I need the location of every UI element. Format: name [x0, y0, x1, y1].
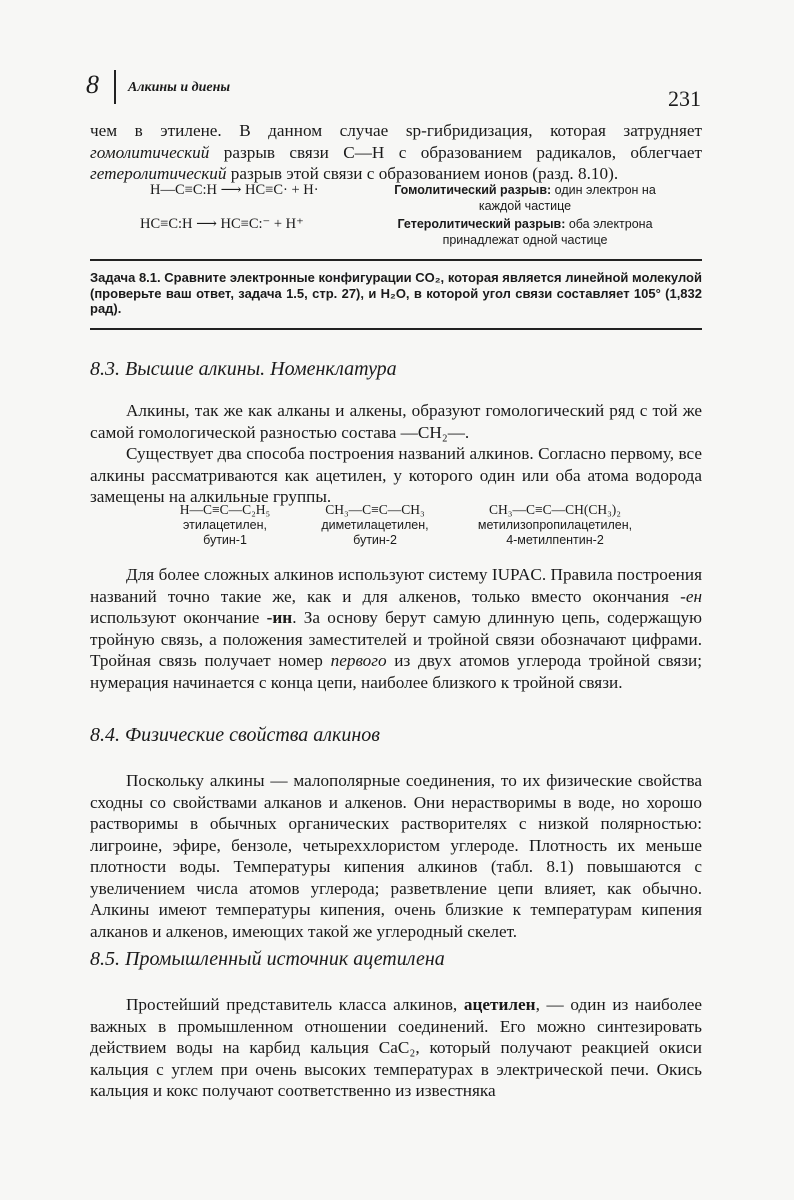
reaction-note-text: один электрон на каждой частице [478, 183, 656, 213]
section-heading-8-4: 8.4. Физические свойства алкинов [90, 724, 380, 746]
formula: H—C≡C—C₂H₅ [179, 502, 271, 517]
iupac-text: используют окончание [90, 608, 267, 627]
intro-text: разрыв связи С—Н с образованием радикалов, облегчает [209, 142, 702, 162]
italic-term: первого [330, 651, 387, 670]
paragraph-text: , — один из наиболее важных в промышленном отношении соединений. Его можно синтезировать действием воды на карбид кальция CaC₂, который получают реакцией окиси кальция с углем при очень высоких температурах в электрической печи. Окись кальция и кокс получают соответственно из известняка [90, 995, 703, 1100]
task-bottom-rule [90, 328, 702, 330]
paragraph-text: Простейший представитель класса алкинов, [126, 995, 464, 1014]
task-8-1: Задача 8.1. Сравните электронные конфигурации CO₂, которая является линейной молекулой (проверьте ваш ответ, задача 1.5, стр. 27), и H₂O, в которой угол связи составляет 105° (1,832 рад). [90, 270, 702, 316]
ending-old: -ен [680, 586, 702, 606]
section-heading-8-5: 8.5. Промышленный источник ацетилена [90, 948, 445, 970]
paragraph: Существует два способа построения названий алкинов. Согласно первому, все алкины рассматриваются как ацетилен, у которого один или оба атома водорода замещены на алкильные группы. [90, 444, 702, 506]
reaction-note [390, 182, 660, 214]
section-8-4-body [90, 770, 702, 942]
alkyne-example [140, 502, 310, 548]
header-divider [114, 70, 116, 104]
paragraph: Алкины, так же как алканы и алкены, образуют гомологический ряд с той же самой гомологической разностью состава —CH₂—. [90, 401, 702, 442]
compound-name: бутин-2 [353, 533, 397, 547]
compound-name: метилизопропилацетилен, [477, 518, 633, 532]
intro-paragraph [90, 120, 702, 185]
compound-name: этилацетилен, [183, 518, 267, 532]
section-heading-8-3: 8.3. Высшие алкины. Номенклатура [90, 358, 397, 380]
bold-term: ацетилен [463, 995, 536, 1014]
chapter-title: Алкины и диены [128, 80, 231, 95]
compound-name: бутин-1 [203, 533, 247, 547]
iupac-text: Для более сложных алкинов используют систему IUPAC. Правила построения названий точно такие же, как и для алкенов, только вместо окончания [90, 565, 702, 606]
iupac-text: из двух атомов углерода тройной связи; нумерация начинается с конца цепи, наиболее близкого к тройной связи. [90, 651, 702, 692]
intro-italic-term: гетеролитический [90, 164, 227, 183]
compound-name: диметилацетилен, [321, 518, 429, 532]
reaction-heterolytic [140, 216, 660, 260]
reaction-note [390, 216, 660, 248]
section-8-3-body [90, 400, 702, 508]
formula: CH₃—C≡C—CH₃ [325, 502, 425, 517]
alkyne-example [455, 502, 655, 548]
page-number: 231 [668, 86, 701, 111]
reaction-note-text: оба электрона принадлежат одной частице [442, 217, 653, 247]
formula: CH₃—C≡C—CH(CH₃)₂ [489, 502, 621, 517]
reaction-note-title: Гетеролитический разрыв: [397, 217, 566, 231]
intro-italic-term: гомолитический [90, 142, 210, 162]
reaction-equation: HC≡C:H ⟶ HC≡C:⁻ + H⁺ [140, 216, 304, 232]
section-8-3-iupac [90, 564, 702, 693]
task-top-rule [90, 259, 702, 261]
alkyne-example [290, 502, 460, 548]
chapter-number: 8 [86, 70, 99, 99]
intro-text: чем в этилене. В данном случае sp-гибридизация, которая затрудняет [90, 121, 702, 140]
paragraph: Поскольку алкины — малополярные соединения, то их физические свойства сходны со свойствами алканов и алкенов. Они нерастворимы в воде, но хорошо растворимы в обычных органических растворителях с низкой полярностью: лигроине, эфире, бензоле, четыреххлористом углероде. Плотность их меньше плотности воды. Температуры кипения алкинов (табл. 8.1) повышаются с увеличением числа атомов углерода; разветвление цепи влияет, как обычно. Алкины имеют температуры кипения, очень близкие к температурам кипения алканов и алкенов, имеющих такой же углеродный скелет. [90, 771, 702, 941]
reaction-note-title: Гомолитический разрыв: [394, 183, 552, 197]
section-8-5-body [90, 994, 702, 1102]
ending-new: -ин [266, 608, 293, 627]
iupac-text: . За основу берут самую длинную цепь, содержащую тройную связь, а положения заместителей и тройной связи обозначают цифрами. Тройная связь получает номер [90, 608, 702, 670]
compound-name: 4-метилпентин-2 [506, 533, 604, 547]
intro-text: разрыв этой связи с образованием ионов (разд. 8.10). [226, 164, 619, 183]
reaction-equation: H—C≡C:H ⟶ HC≡C· + H· [150, 182, 319, 198]
